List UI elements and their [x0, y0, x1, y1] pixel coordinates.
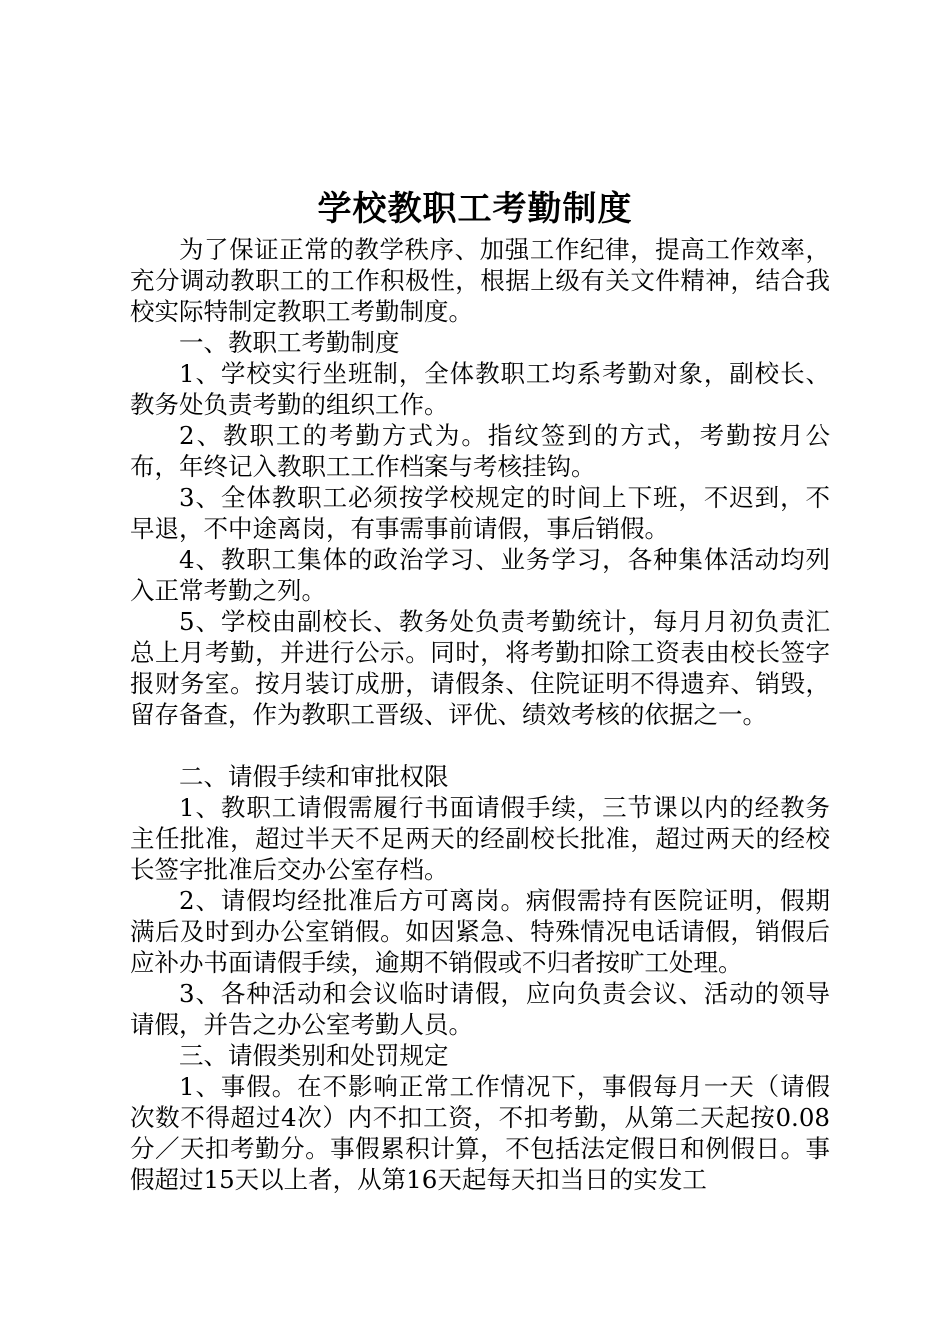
paragraph: 1、学校实行坐班制，全体教职工均系考勤对象，副校长、教务处负责考勤的组织工作。 [130, 359, 830, 419]
paragraph: 2、请假均经批准后方可离岗。病假需持有医院证明，假期满后及时到办公室销假。如因紧急、特殊情况电话请假，销假后应补办书面请假手续，逾期不销假或不归者按旷工处理。 [130, 886, 830, 977]
paragraph: 5、学校由副校长、教务处负责考勤统计，每月月初负责汇总上月考勤，并进行公示。同时，将考勤扣除工资表由校长签字报财务室。按月装订成册，请假条、住院证明不得遗弃、销毁，留存备查，作为教职工晋级、评优、绩效考核的依据之一。 [130, 607, 830, 729]
paragraph: 1、事假。在不影响正常工作情况下，事假每月一天（请假次数不得超过4次）内不扣工资，不扣考勤，从第二天起按0.08分／天扣考勤分。事假累积计算，不包括法定假日和例假日。事假超过15天以上者，从第16天起每天扣当日的实发工 [130, 1072, 830, 1194]
paragraph-intro: 为了保证正常的教学秩序、加强工作纪律，提高工作效率，充分调动教职工的工作积极性，根据上级有关文件精神，结合我校实际特制定教职工考勤制度。 [130, 235, 830, 326]
paragraph: 1、教职工请假需履行书面请假手续，三节课以内的经教务主任批准，超过半天不足两天的经副校长批准，超过两天的经校长签字批准后交办公室存档。 [130, 793, 830, 884]
paragraph: 2、教职工的考勤方式为。指纹签到的方式，考勤按月公布，年终记入教职工工作档案与考核挂钩。 [130, 421, 830, 481]
paragraph: 4、教职工集体的政治学习、业务学习，各种集体活动均列入正常考勤之列。 [130, 545, 830, 605]
section-heading-3: 三、请假类别和处罚规定 [179, 1041, 449, 1070]
paragraph: 3、全体教职工必须按学校规定的时间上下班，不迟到，不早退，不中途离岗，有事需事前请假，事后销假。 [130, 483, 830, 543]
document-body [130, 234, 830, 1195]
section-heading-1: 一、教职工考勤制度 [179, 328, 400, 357]
paragraph: 3、各种活动和会议临时请假，应向负责会议、活动的领导请假，并告之办公室考勤人员。 [130, 979, 830, 1039]
section-heading-2: 二、请假手续和审批权限 [179, 762, 449, 791]
document-title: 学校教职工考勤制度 [317, 189, 633, 229]
